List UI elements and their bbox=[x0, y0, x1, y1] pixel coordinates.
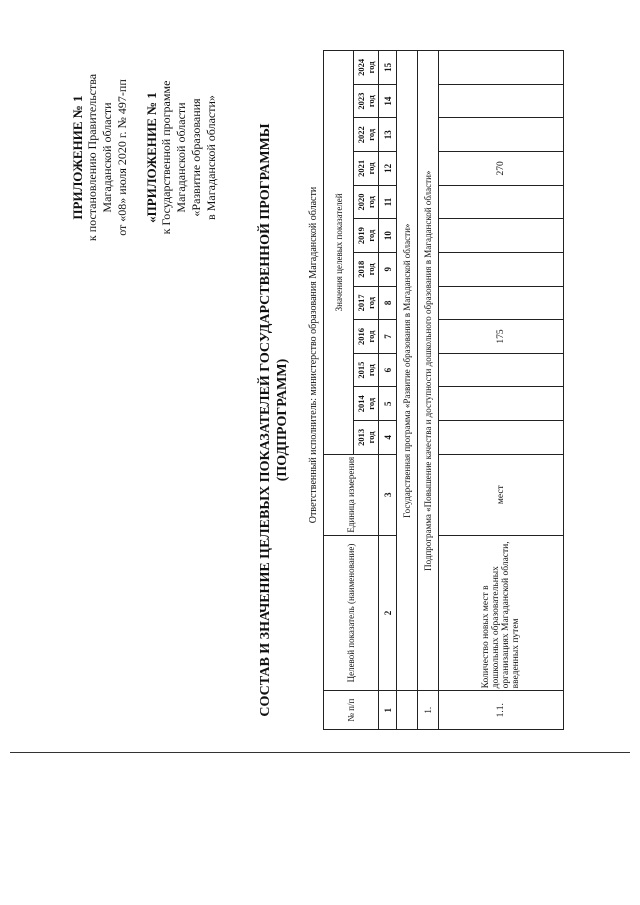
approval-line-6: к Государственной программе bbox=[159, 80, 173, 235]
row-1-1-indicator: Количество новых мест в дошкольных образовательных организациях Магаданской области, введенных путем bbox=[439, 535, 564, 691]
year-2019: 2019 год bbox=[354, 219, 379, 253]
year-2013: 2013 год bbox=[354, 421, 379, 455]
row-1-1-2017 bbox=[439, 286, 564, 320]
colnum-13: 13 bbox=[379, 118, 397, 152]
approval-line-9: в Магаданской области» bbox=[204, 95, 218, 220]
row-1-1-2024 bbox=[439, 51, 564, 85]
colnum-8: 8 bbox=[379, 286, 397, 320]
title-line-2: (ПОДПРОГРАММ) bbox=[275, 358, 290, 482]
year-2018: 2018 год bbox=[354, 252, 379, 286]
row-1-1-2018 bbox=[439, 252, 564, 286]
colnum-4: 4 bbox=[379, 421, 397, 455]
colnum-5: 5 bbox=[379, 387, 397, 421]
approval-line-4: от «08» июля 2020 г. № 497-пп bbox=[115, 79, 129, 236]
program-row-num bbox=[397, 691, 418, 730]
year-2015: 2015 год bbox=[354, 353, 379, 387]
colnum-11: 11 bbox=[379, 185, 397, 219]
year-2024: 2024 год bbox=[354, 51, 379, 85]
year-2023: 2023 год bbox=[354, 84, 379, 118]
colnum-14: 14 bbox=[379, 84, 397, 118]
row-1-1-2016: 175 bbox=[439, 320, 564, 354]
approval-line-3: Магаданской области bbox=[100, 102, 114, 213]
colnum-7: 7 bbox=[379, 320, 397, 354]
row-1-1-2013 bbox=[439, 421, 564, 455]
year-2017: 2017 год bbox=[354, 286, 379, 320]
approval-line-7: Магаданской области bbox=[174, 102, 188, 213]
colnum-1: 1 bbox=[379, 691, 397, 730]
subprogram-row: Подпрограмма «Повышение качества и доступности дошкольного образования в Магаданской области» bbox=[418, 51, 439, 691]
year-2021: 2021 год bbox=[354, 152, 379, 186]
year-2022: 2022 год bbox=[354, 118, 379, 152]
responsible-executor: Ответственный исполнитель: министерство образования Магаданской области bbox=[308, 186, 319, 524]
subprogram-num: 1. bbox=[418, 691, 439, 730]
colnum-2: 2 bbox=[379, 535, 397, 691]
year-2016: 2016 год bbox=[354, 320, 379, 354]
page-title bbox=[257, 95, 291, 745]
colnum-6: 6 bbox=[379, 353, 397, 387]
row-1-1-2014 bbox=[439, 387, 564, 421]
approval-line-2: к постановлению Правительства bbox=[85, 73, 99, 242]
title-line-1: СОСТАВ И ЗНАЧЕНИЕ ЦЕЛЕВЫХ ПОКАЗАТЕЛЕЙ ГОСУДАРСТВЕННОЙ ПРОГРАММЫ bbox=[258, 123, 273, 717]
row-1-1-2019 bbox=[439, 219, 564, 253]
row-1-1-2020 bbox=[439, 185, 564, 219]
header-indicator: Целевой показатель (наименование) bbox=[324, 535, 379, 691]
row-1-1-2015 bbox=[439, 353, 564, 387]
colnum-15: 15 bbox=[379, 51, 397, 85]
page-divider-line bbox=[10, 752, 630, 753]
program-row: Государственная программа «Развитие образования в Магаданской области» bbox=[397, 51, 418, 691]
row-1-1-2021: 270 bbox=[439, 152, 564, 186]
year-2014: 2014 год bbox=[354, 387, 379, 421]
indicators-table bbox=[323, 50, 564, 730]
header-values: Значения целевых показателей bbox=[324, 51, 354, 455]
header-num: № п/п bbox=[324, 691, 379, 730]
approval-block bbox=[70, 50, 219, 265]
colnum-3: 3 bbox=[379, 454, 397, 535]
colnum-12: 12 bbox=[379, 152, 397, 186]
header-unit: Единица измерения bbox=[324, 454, 379, 535]
colnum-10: 10 bbox=[379, 219, 397, 253]
row-1-1-2022 bbox=[439, 118, 564, 152]
row-1-1-2023 bbox=[439, 84, 564, 118]
approval-line-8: «Развитие образования bbox=[189, 98, 203, 217]
row-1-1-unit: мест bbox=[439, 454, 564, 535]
rotated-content bbox=[15, 45, 521, 745]
approval-line-1: ПРИЛОЖЕНИЕ № 1 bbox=[70, 95, 85, 220]
year-2020: 2020 год bbox=[354, 185, 379, 219]
approval-line-5: «ПРИЛОЖЕНИЕ № 1 bbox=[144, 92, 159, 223]
row-1-1-num: 1.1. bbox=[439, 691, 564, 730]
colnum-9: 9 bbox=[379, 252, 397, 286]
